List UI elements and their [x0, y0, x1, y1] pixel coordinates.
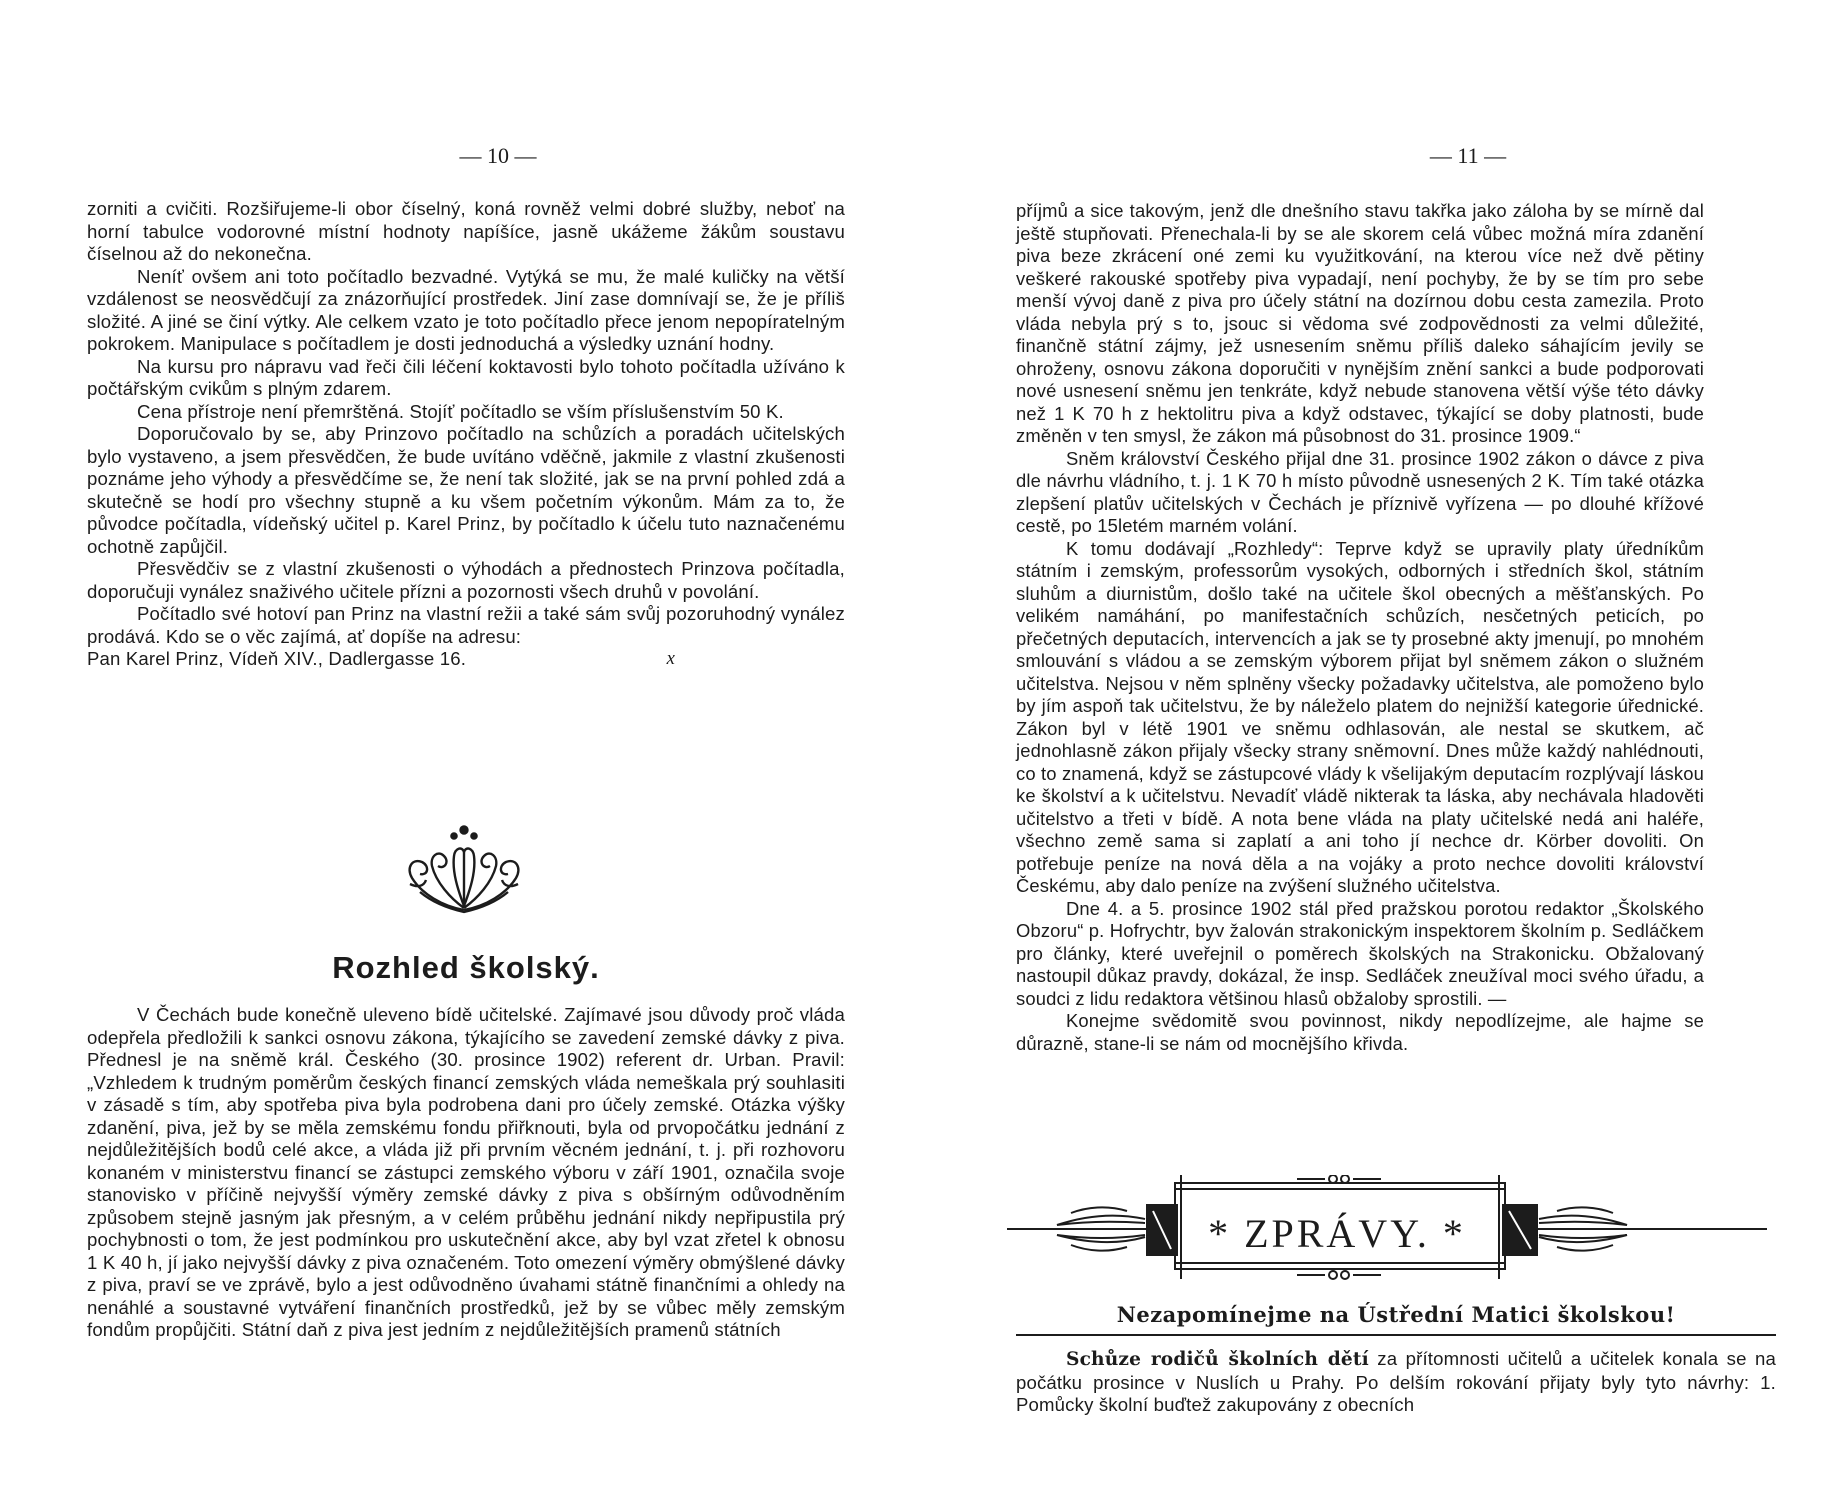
signature: x [666, 648, 675, 669]
paragraph: Konejme svědomitě svou povinnost, nikdy nepodlízejme, ale hajme se důrazně, stane-li se nám od mocnějšího křivda. [1016, 1010, 1704, 1054]
paragraph: příjmů a sice takovým, jenž dle dnešního stavu takřka jako záloha by se mírně dal ještě stupňovati. Přenechala-li by se ale skorem celá vůbec možná míra zdanění piva beze zkrácení oné zemi ku využitkování, na kterou více než dvě pětiny veškeré rakouské spotřeby piva vypadají, není pochyby, že by se tím pro sebe menší vývoj daně z piva pro účely státní na dozírnou dobu cesta zamezila. Proto vláda nebyla prý s to, jsouc si vědoma své zodpovědnosti za velmi důležité, finančně státní zájmy, jež usnesením sněmu příliš daleko sáhajícím jevily se ohroženy, osnovu zákona doporučiti v nynějším znění sankci a bude podporovati nové usnesení sněmu jen tenkráte, když nebude stanovena větší výše této dávky než 1 K 70 h z hektolitru piva a když odstavec, týkající se doby platnosti, bude změněn v ten smysl, že zákon má působnost do 31. prosince 1909.“ [1016, 200, 1704, 446]
floral-ornament [402, 822, 526, 918]
news-lead: Schůze rodičů školních dětí [1066, 1349, 1369, 1370]
paragraph: Cena přístroje není přemrštěná. Stojíť počítadlo se vším příslušenstvím 50 K. [137, 400, 784, 422]
paragraph: K tomu dodávají „Rozhledy“: Teprve když se upravily platy úředníkům státním i zemským, professorům vysokých, odborných i středních škol, státním sluhům a diurnistům, došlo také na učitele škol obecných a měšťanských. Po velikém namáhání, po manifestačních schůzích, nesčetných peticích, po přečetných deputacích, intervencích a jak se ty prosebné akty jmenují, po mnohém smlouvání s vládou a se zemským výborem přijat byl sněmem zákon o služném učitelstva. Nejsou v něm splněny všecky požadavky učitelstva, ale pomoženo bylo by jím aspoň tak učitelstvu, že by náleželo platem do nejnižší kategorie úřednické. Zákon byl v létě 1901 ve sněmu odhlasován, ale nestal se skutkem, ač jednohlasně zákon přijaly všecky strany sněmovní. Dnes může každý nahlédnouti, co to znamená, když se zástupcové vlády k všelijakým deputacím rozplývají láskou ke školství a k učitelstvu. Nevadíť vládě nikterak ta láska, aby nechávala hladověti učitelstvo a třeti v bídě. A nota bene vláda na platy učitelské nedá ani haléře, všechno země sama si zaplatí a ani toho jí nechce dr. Körber dovoliti. On potřebuje peníze na nová děla a na vojáky a proto nechce dovoliti království Českému, aby dalo peníze na zvýšení služného učitelstva. [1016, 537, 1704, 896]
paragraph: Přesvědčiv se z vlastní zkušenosti o výhodách a přednostech Prinzova počítadla, doporučuji vynález snaživého učitele přízni a pozornosti všech druhů v povolání. [87, 558, 845, 602]
paragraph: Na kursu pro nápravu vad řeči čili léčení koktavosti bylo tohoto počítadla užíváno k počtářským cvikům s plným zdarem. [87, 355, 845, 399]
news-slogan: Nezapomínejme na Ústřední Matici školskou! [1116, 1302, 1676, 1327]
paragraph: Dne 4. a 5. prosince 1902 stál před pražskou porotou redaktor „Školského Obzoru“ p. Hofrychtr, byv žalován strakonickým inspektorem školním p. Sedláčkem pro články, které uveřejnil o poměrech školských na Strakonicku. Obžalovaný nastoupil důkaz pravdy, dokázal, že insp. Sedláček zneužíval moci svého úřadu, a soudci z lidu redaktora většinou hlasů obžaloby sprostili. — [1016, 897, 1704, 1009]
section-heading: Rozhled školský. [332, 950, 600, 985]
paragraph: Sněm království Českého přijal dne 31. prosince 1902 zákon o dávce z piva dle návrhu vládního, t. j. 1 K 70 h místo původně usnesených 2 K. Tím také otázka zlepšení platův učitelských v Čechách je příznivě vyřízena — po dlouhé křížové cestě, po 15letém marném volání. [1016, 447, 1704, 536]
paragraph: Počítadlo své hotoví pan Prinz na vlastní režii a také sám svůj pozoruhodný vynález prodává. Kdo se o věc zajímá, ať dopíše na adresu: [87, 603, 845, 647]
news-item [1016, 1348, 1776, 1417]
page-number: — 11 — [1429, 143, 1507, 168]
news-paragraph [1016, 1348, 1776, 1417]
paragraph: Neníť ovšem ani toto počítadlo bezvadné. Vytýká se mu, že malé kuličky na větší vzdálenost se neosvědčují za znázorňující prostředek. Jiní zase domnívají se, že je příliš složité. A jiné se činí výtky. Ale celkem vzato je toto počítadlo přece jenom nepopíratelným pokrokem. Manipulace s počítadlem je dosti jednoduchá a výsledky uznání hodny. [87, 265, 845, 354]
address: Pan Karel Prinz, Vídeň XIV., Dadlergasse 16. [87, 648, 467, 669]
article-continuation [87, 198, 845, 671]
paragraph: zorniti a cvičiti. Rozšiřujeme-li obor číselný, koná rovněž velmi dobré služby, neboť na horní tabulce vodorovné místní hodnoty napíšíce, jasně ukážeme žákům soustavu číselnou až do nekonečna. [87, 198, 845, 264]
news-text: za přítomnosti učitelů a učitelek konala se na počátku prosince v Nuslích u Prahy. Po delším rokování přijaty byly tyto návrhy: 1. Pomůcky školní buďtež zakupovány z obecních [1016, 1348, 1776, 1415]
article-continuation [1016, 200, 1704, 1055]
page-number: — 10 — [459, 143, 537, 168]
address-line [87, 648, 845, 671]
divider [1016, 1334, 1776, 1336]
article-school-overview [87, 1004, 845, 1342]
paragraph: V Čechách bude konečně uleveno bídě učitelské. Zajímavé jsou důvody proč vláda odepřela předložili k sankci osnovu zákona, týkajícího se zavedení zemské dávky z piva. Přednesl je na sněmě král. Českého (30. prosince 1902) referent dr. Urban. Pravil: „Vzhledem k trudným poměrům českých financí zemských vláda nemeškala prý souhlasiti v zásadě s tím, aby spotřeba piva byla podrobena dani pro účely zemské. Otázka výšky zdanění, piva, jež by se měla zemskému fondu přiřknouti, byla od prvopočátku jednání z nejdůležitějších bodů celé akce, a vláda již při prvním věcném jednání, t. j. při rozhovoru konaném v ministerstvu financí se zástupci zemského výboru v září 1901, označila svoje stanovisko v příčině nejvyšší výměry zemské dávky z piva s obšírným odůvodněním způsobem stejně jasným jak přesným, a v celém průběhu jednání nikdy nepřipustila prý pochybnosti o tom, že jest podmínkou pro uskutečnění akce, aby byl vzat zřetel k obnosu 1 K 40 h, jí jako nejvyšší dávky z piva označeném. Toto omezení výměry obmýšlené dávky z piva, praví se ve zprávě, bylo a jest odůvodněno úvahami státně finančními a ohledy na nenáhlé a soustavné vytváření finančních prostředků, jež by se vůbec měly zemským fondům propůjčiti. Státní daň z piva jest jedním z nejdůležitějších pramenů státních [87, 1004, 845, 1340]
news-banner-title: * ZPRÁVY. * [1208, 1211, 1466, 1256]
paragraph: Doporučovalo by se, aby Prinzovo počítadlo na schůzích a poradách učitelských bylo vystaveno, a jsem přesvědčen, že bude uvítáno vděčně, jakmile z vlastní zkušenosti poznáme jeho výhody a přesvědčíme se, že není tak složité, jak se na první pohled zdá a skutečně se hodí pro všechny stupně a ku všem početním výkonům. Mám za to, že původce počítadla, vídeňský učitel p. Karel Prinz, by počítadlo k účelu tuto naznačenému ochotně zapůjčil. [87, 423, 845, 557]
